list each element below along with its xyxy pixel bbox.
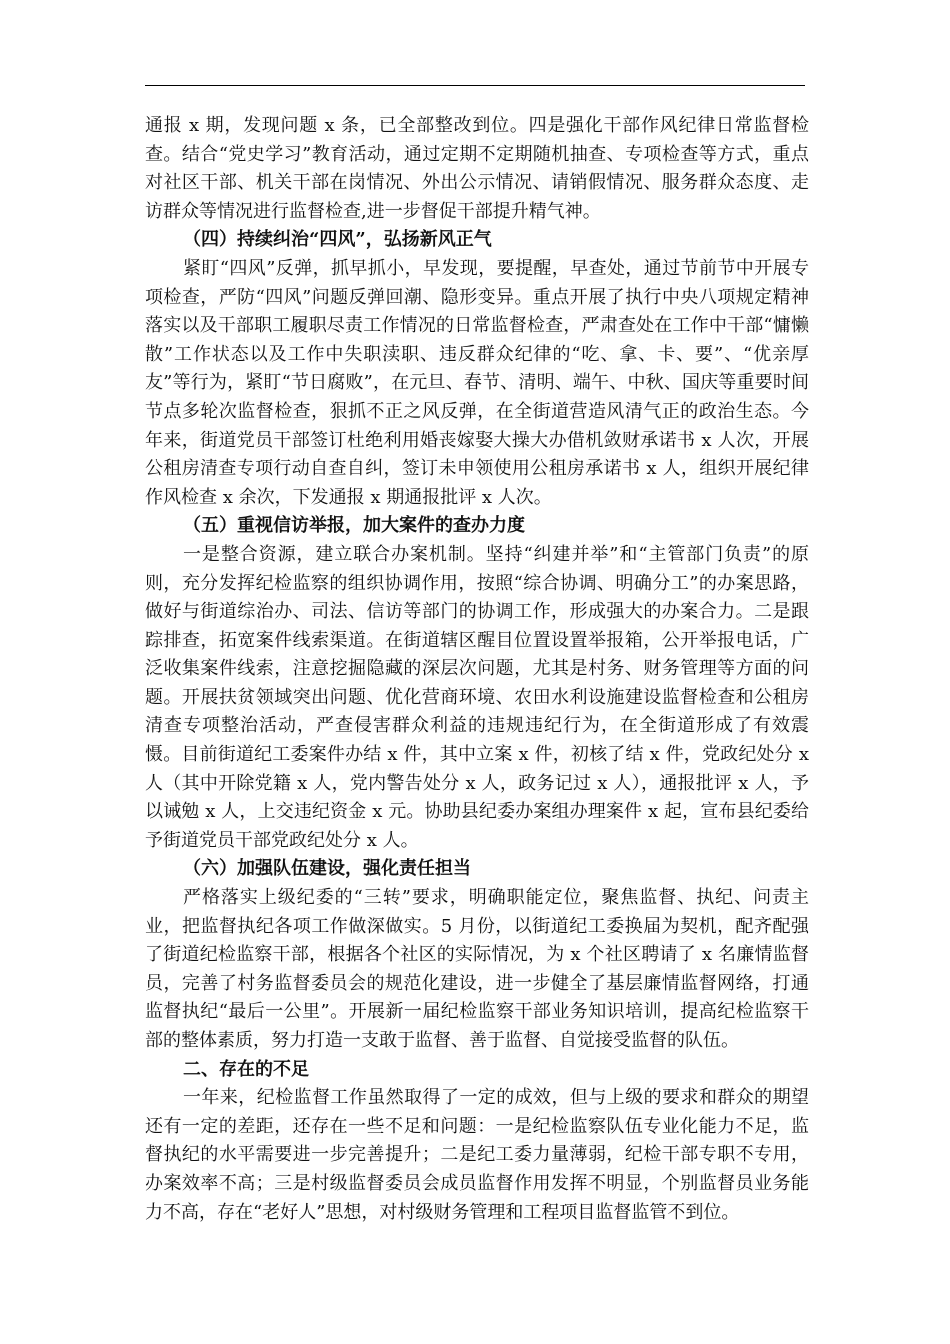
- paragraph-four-winds: 紧盯“四风”反弹，抓早抓小，早发现，要提醒，早查处，通过节前节中开展专项检查，严防“四风”问题反弹回潮、隐形变异。重点开展了执行中央八项规定精神落实以及干部职工履职尽责工作情况的日常监督检查，严肃查处在工作中干部“慵懒散”工作状态以及工作中失职渎职、违反群众纪律的“吃、拿、卡、要”、“优亲厚友”等行为，紧盯“节日腐败”，在元旦、春节、清明、端午、中秋、国庆等重要时间节点多轮次监督检查，狠抓不正之风反弹，在全街道营造风清气正的政治生态。今年来，街道党员干部签订杜绝利用婚丧嫁娶大操大办借机敛财承诺书 x 人次，开展公租房清查专项行动自查自纠，签订未申领使用公租房承诺书 x 人，组织开展纪律作风检查 x 余次，下发通报 x 期通报批评 x 人次。: [145, 257, 809, 508]
- paragraph-continued-inspection: 通报 x 期，发现问题 x 条，已全部整改到位。四是强化干部作风纪律日常监督检查。结合“党史学习”教育活动，通过定期不定期随机抽查、专项检查等方式，重点对社区干部、机关干部在岗情况、外出公示情况、请销假情况、服务群众态度、走访群众等情况进行监督检查,进一步督促干部提升精气神。: [145, 115, 809, 222]
- paragraph-shortcomings: 一年来，纪检监督工作虽然取得了一定的成效，但与上级的要求和群众的期望还有一定的差距，还存在一些不足和问题：一是纪检监察队伍专业化能力不足，监督执纪的水平需要进一步完善提升；二是纪工委力量薄弱，纪检干部专职不专用，办案效率不高；三是村级监督委员会成员监督作用发挥不明显，个别监督员业务能力不高，存在“老好人”思想，对村级财务管理和工程项目监督监管不到位。: [145, 1087, 809, 1223]
- document-body: [145, 112, 809, 1227]
- paragraph-team-building: 严格落实上级纪委的“三转”要求，明确职能定位，聚焦监督、执纪、问责主业，把监督执纪各项工作做深做实。5 月份，以街道纪工委换届为契机，配齐配强了街道纪检监察干部，根据各个社区的实际情况，为 x 个社区聘请了 x 名廉情监督员，完善了村务监督委员会的规范化建设，进一步健全了基层廉情监督网络，打通监督执纪“最后一公里”。开展新一届纪检监察干部业务知识培训，提高纪检监察干部的整体素质，努力打造一支敢于监督、善于监督、自觉接受监督的队伍。: [145, 887, 809, 1051]
- heading-section-six: （六）加强队伍建设，强化责任担当: [183, 858, 471, 880]
- paragraph-case-handling: 一是整合资源，建立联合办案机制。坚持“纠建并举”和“主管部门负责”的原则，充分发挥纪检监察的组织协调作用，按照“综合协调、明确分工”的办案思路，做好与街道综治办、司法、信访等部门的协调工作，形成强大的办案合力。二是跟踪排查，拓宽案件线索渠道。在街道辖区醒目位置设置举报箱，公开举报电话，广泛收集案件线索，注意挖掘隐藏的深层次问题，尤其是村务、财务管理等方面的问题。开展扶贫领域突出问题、优化营商环境、农田水利设施建设监督检查和公租房清查专项整治活动，严查侵害群众利益的违规违纪行为，在全街道形成了有效震慑。目前街道纪工委案件办结 x 件，其中立案 x 件，初核了结 x 件，党政纪处分 x 人（其中开除党籍 x 人，党内警告处分 x 人，政务记过 x 人），通报批评 x 人，予以诫勉 x 人，上交违纪资金 x 元。协助县纪委办案组办理案件 x 起，宣布县纪委给予街道党员干部党政纪处分 x 人。: [145, 543, 809, 851]
- heading-section-five: （五）重视信访举报，加大案件的查办力度: [183, 515, 525, 537]
- heading-shortcomings: 二、存在的不足: [183, 1058, 309, 1080]
- header-rule: [145, 85, 805, 86]
- heading-section-four: （四）持续纠治“四风”，弘扬新风正气: [183, 229, 492, 251]
